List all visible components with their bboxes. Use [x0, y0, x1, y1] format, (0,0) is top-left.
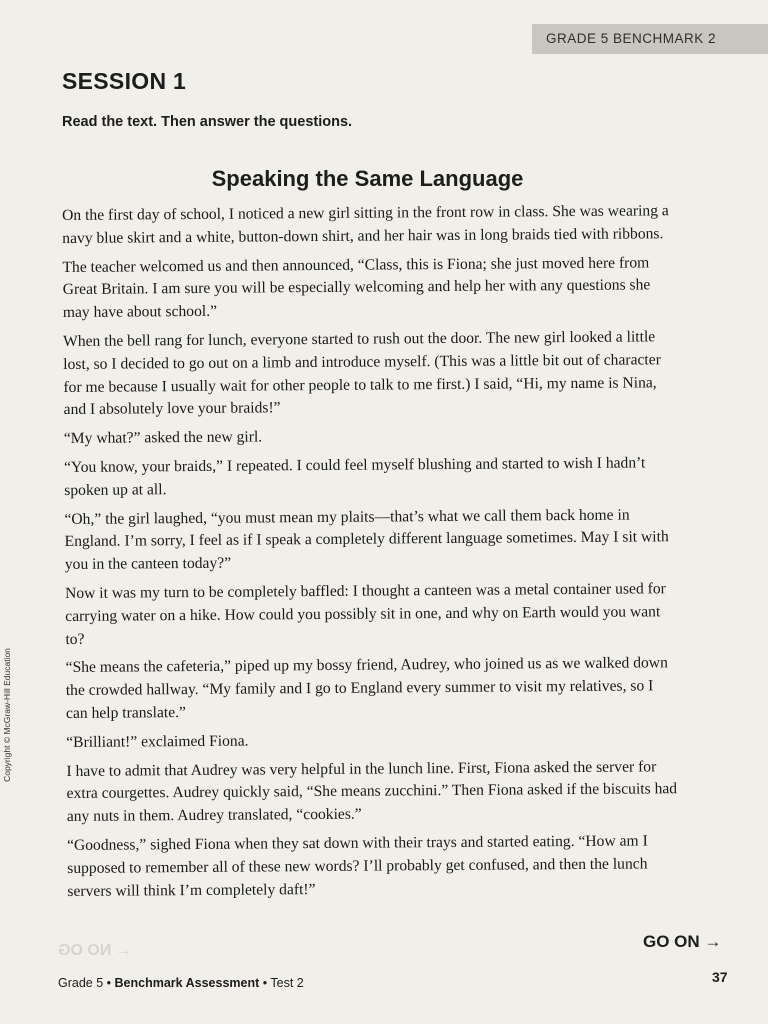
story-title: Speaking the Same Language — [211, 166, 524, 191]
page-number: 37 — [712, 969, 728, 985]
story-paragraph: “She means the cafeteria,” piped up my bossy friend, Audrey, who joined us as we walked down the crowded hallway. “My family and I go to England every summer to visit my relatives, so I can help translate.” — [65, 654, 668, 722]
story-paragraph: “Goodness,” sighed Fiona when they sat down with their trays and started eating. “How am I supposed to remember all of these new words? I’ll probably get confused, and then the lunch servers will think I’m completely daft!” — [66, 832, 648, 900]
footer-bullet: • — [262, 976, 268, 990]
story-paragraph: On the first day of school, I noticed a new girl sitting in the front row in class. She was wearing a navy blue skirt and a white, button-down shirt, and her hair was in long braids tied with ribbons. — [62, 202, 669, 247]
footer-bullet: • — [106, 976, 112, 990]
footer-test: Test 2 — [270, 976, 304, 990]
footer-test-info — [58, 976, 304, 990]
copyright-text: Copyright © McGraw-Hill Education — [2, 648, 12, 782]
story-body — [62, 200, 680, 909]
footer-grade: Grade 5 — [58, 976, 104, 990]
story-paragraph: I have to admit that Audrey was very helpful in the lunch line. First, Fiona asked the server for extra courgettes. Audrey quickly said, “She means zucchini.” Then Fiona asked if the biscuits had any nuts in them. Audrey translated, “cookies.” — [66, 757, 678, 826]
reverse-go-on-ghost: ← NO OG — [58, 942, 132, 959]
arrow-right-icon: → — [704, 932, 722, 951]
story-paragraph: “Oh,” the girl laughed, “you must mean my plaits—that’s what we call them back home in England. I’m sorry, I feel as if I speak a completely different language sometimes. May I sit with you in the canteen today?” — [64, 506, 669, 574]
instruction-text: Read the text. Then answer the questions. — [62, 114, 353, 130]
story-paragraph: “Brilliant!” exclaimed Fiona. — [66, 732, 249, 751]
copyright-sidebar — [0, 635, 14, 795]
benchmark-header-tab — [532, 24, 768, 54]
go-on-label: GO ON — [643, 932, 700, 951]
go-on-indicator — [643, 932, 721, 952]
session-title: SESSION 1 — [62, 68, 187, 94]
story-paragraph: The teacher welcomed us and then announced, “Class, this is Fiona; she just moved here from Great Britain. I am sure you will be especially welcoming and help her with any questions she may have about school.” — [62, 253, 651, 322]
story-paragraph: “My what?” asked the new girl. — [63, 428, 263, 448]
story-paragraph: “You know, your braids,” I repeated. I could feel myself blushing and started to wish I hadn’t spoken up at all. — [63, 454, 646, 499]
story-paragraph: When the bell rang for lunch, everyone started to rush out the door. The new girl looked a little lost, so I decided to go out on a limb and introduce myself. (This was a little bit out of character for me because I usually wait for other people to talk to me first.) I said, “Hi, my name is Nina, and I absolutely love your braids!” — [63, 328, 661, 419]
story-paragraph: Now it was my turn to be completely baffled: I thought a canteen was a metal container used for carrying water on a hike. How could you possibly sit in one, and why on Earth would you want to? — [64, 580, 666, 648]
footer-assessment: Benchmark Assessment — [114, 976, 260, 990]
benchmark-label: GRADE 5 BENCHMARK 2 — [546, 31, 717, 46]
